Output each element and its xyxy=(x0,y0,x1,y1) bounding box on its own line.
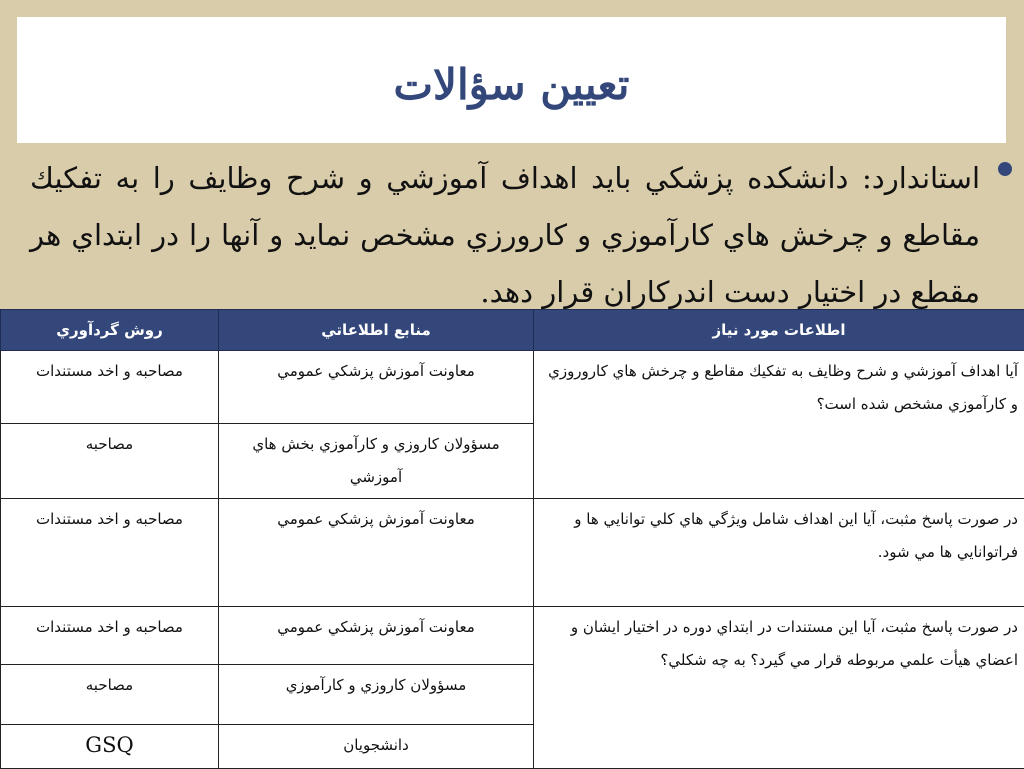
method-cell: مصاحبه و اخد مستندات xyxy=(1,499,219,607)
table-row xyxy=(1,607,1024,665)
title-box xyxy=(17,17,1006,143)
source-cell: مسؤولان كاروزي و كارآموزي بخش هاي آموزشي xyxy=(219,424,534,499)
source-cell: معاونت آموزش پزشكي عمومي xyxy=(219,607,534,665)
source-cell: مسؤولان كاروزي و كارآموزي xyxy=(219,665,534,725)
table-row xyxy=(1,351,1024,424)
source-cell: معاونت آموزش پزشكي عمومي xyxy=(219,351,534,424)
source-cell: دانشجويان xyxy=(219,725,534,769)
method-cell: GSQ xyxy=(1,725,219,769)
bullet-area xyxy=(30,150,1018,308)
header-info-sources: منابع اطلاعاتي xyxy=(219,310,534,351)
method-cell: مصاحبه xyxy=(1,424,219,499)
question-cell: در صورت پاسخ مثبت، آيا اين اهداف شامل ويژگي هاي كلي توانايي ها و فراتوانايي ها مي شود. xyxy=(534,499,1024,607)
method-cell: مصاحبه و اخد مستندات xyxy=(1,351,219,424)
slide-title: تعيين سؤالات xyxy=(394,52,630,109)
method-cell: مصاحبه xyxy=(1,665,219,725)
questions-table xyxy=(0,309,1024,769)
source-cell: معاونت آموزش پزشكي عمومي xyxy=(219,499,534,607)
question-cell: آيا اهداف آموزشي و شرح وظايف به تفكيك مقاطع و چرخش هاي كاروروزي و كارآموزي مشخص شده است؟ xyxy=(534,351,1024,499)
bullet-text: استاندارد: دانشكده پزشكي بايد اهداف آموزشي و شرح وظايف را به تفكيك مقاطع و چرخش هاي كارآموزي و كارورزي مشخص نمايد و آنها را در ابتداي هر مقطع در اختيار دست اندركاران قرار دهد. xyxy=(30,150,980,321)
table-row xyxy=(1,499,1024,607)
question-cell: در صورت پاسخ مثبت، آيا اين مستندات در ابتداي دوره در اختيار ايشان و اعضاي هيأت علمي مربوطه قرار مي گيرد؟ به چه شكلي؟ xyxy=(534,607,1024,769)
method-cell: مصاحبه و اخد مستندات xyxy=(1,607,219,665)
bullet-dot-icon xyxy=(998,162,1012,176)
header-required-info: اطلاعات مورد نياز xyxy=(534,310,1024,351)
header-collection-method: روش گردآوري xyxy=(1,310,219,351)
table-header-row xyxy=(1,310,1024,351)
